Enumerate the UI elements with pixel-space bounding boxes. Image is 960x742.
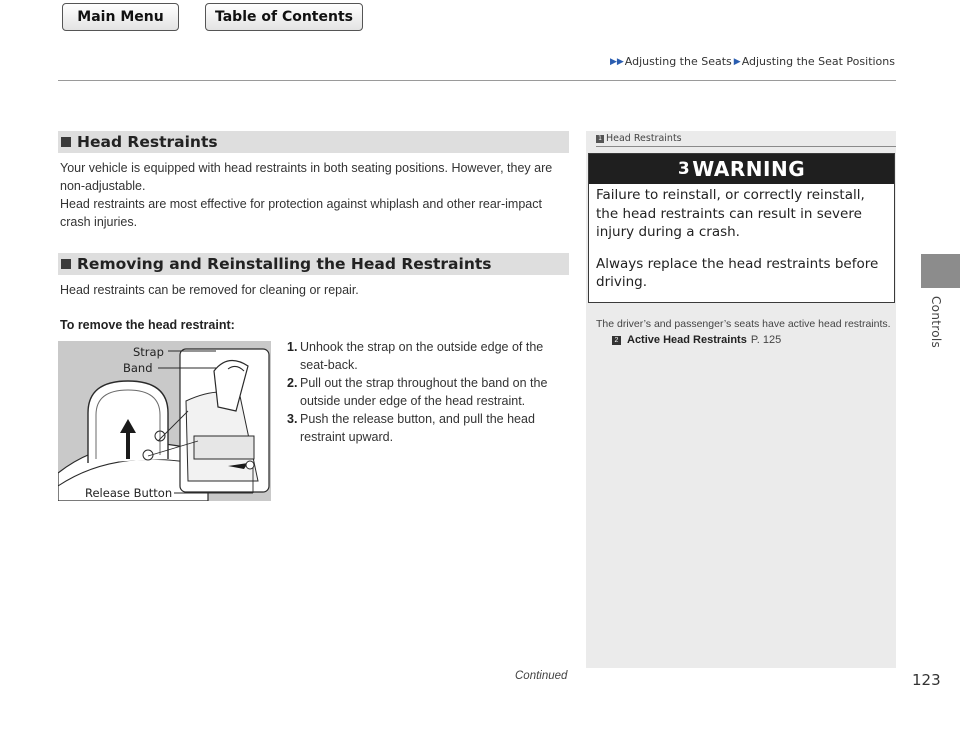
breadcrumb-arrow-icon: ▶: [616, 56, 624, 67]
list-item: [287, 374, 572, 410]
sidebar-title-text: Head Restraints: [606, 133, 682, 144]
main-menu-button[interactable]: Main Menu: [62, 3, 179, 31]
chapter-tab-label: Controls: [929, 296, 943, 349]
band-label: Band: [123, 361, 153, 375]
paragraph-line: Your vehicle is equipped with head restraints in both seating positions. However, they are non-adjustable.: [60, 161, 553, 193]
table-of-contents-button[interactable]: Table of Contents: [205, 3, 363, 31]
head-restraints-description: [60, 159, 570, 231]
breadcrumb-arrow-icon: ▶: [733, 56, 741, 67]
section-heading-head-restraints: [58, 131, 569, 153]
step-number: 1.: [287, 340, 298, 354]
removal-steps-list: [287, 338, 572, 446]
warning-box: [588, 153, 895, 303]
section-heading-removing: [58, 253, 569, 275]
continued-label: Continued: [515, 670, 568, 682]
warning-header: [589, 154, 894, 184]
list-item: [287, 338, 572, 374]
active-head-restraints-link[interactable]: [612, 333, 891, 348]
breadcrumb: [610, 55, 897, 68]
warning-body: [589, 184, 894, 292]
section-heading-text: Removing and Reinstalling the Head Restraints: [77, 255, 492, 273]
release-button-label: Release Button: [85, 486, 173, 500]
head-restraint-illustration: [58, 341, 271, 501]
list-item: [287, 410, 572, 446]
head-restraint-diagram: [58, 341, 271, 501]
breadcrumb-item-seat-positions[interactable]: Adjusting the Seat Positions: [741, 55, 895, 68]
warning-text: Always replace the head restraints before driving.: [596, 255, 879, 290]
cross-reference-icon: 2: [612, 336, 621, 345]
breadcrumb-item-adjusting-seats[interactable]: Adjusting the Seats: [624, 55, 732, 68]
ref-page: P. 125: [750, 334, 782, 346]
step-text: Push the release button, and pull the head restraint upward.: [300, 412, 535, 444]
step-number: 3.: [287, 412, 298, 426]
warning-text: Failure to reinstall, or correctly reinstall, the head restraints can result in severe injury during a crash.: [596, 187, 865, 240]
ref-title: Active Head Restraints: [627, 334, 747, 346]
note-marker-icon: 1: [596, 135, 604, 143]
sidebar-title-bar: [596, 133, 896, 147]
strap-label: Strap: [133, 345, 164, 359]
header-divider: [58, 80, 896, 81]
step-text: Unhook the strap on the outside edge of the seat-back.: [300, 340, 544, 372]
breadcrumb-arrow-icon: ▶: [609, 56, 617, 67]
heading-square-icon: [61, 259, 71, 269]
remove-subheading: To remove the head restraint:: [60, 318, 235, 332]
section-heading-text: Head Restraints: [77, 133, 218, 151]
step-text: Pull out the strap throughout the band on the outside under edge of the head restraint.: [300, 376, 548, 408]
heading-square-icon: [61, 137, 71, 147]
page-number: 123: [912, 671, 941, 689]
step-number: 2.: [287, 376, 298, 390]
note-text: The driver’s and passenger’s seats have active head restraints.: [596, 318, 891, 330]
chapter-tab-marker[interactable]: [921, 254, 960, 288]
sidebar-notes-panel: [586, 131, 896, 668]
paragraph-line: Head restraints are most effective for protection against whiplash and other rear-impact crash injuries.: [60, 197, 542, 229]
removing-intro: Head restraints can be removed for cleaning or repair.: [60, 283, 359, 297]
warning-label: WARNING: [692, 157, 806, 181]
sidebar-note: [596, 317, 891, 348]
sidebar-title: [596, 133, 896, 144]
warning-triangle-icon: 3: [677, 159, 691, 179]
